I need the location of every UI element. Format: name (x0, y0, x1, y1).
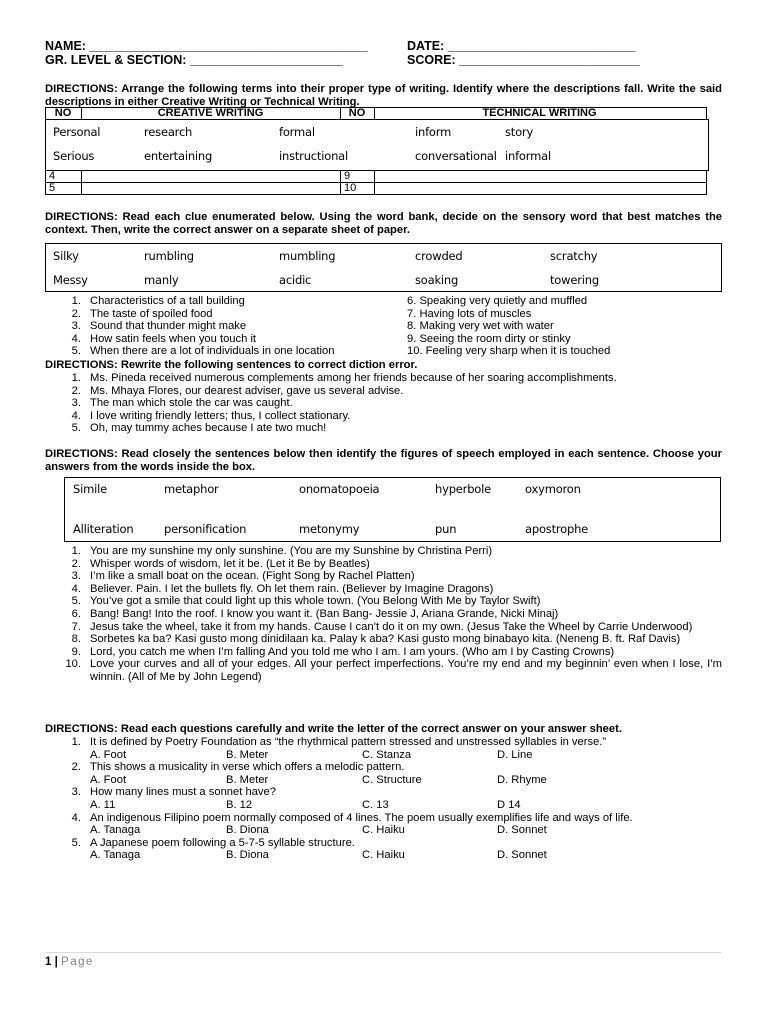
list-item: 3. I’m like a small boat on the ocean. (Fight Song by Rachel Platten) (71, 570, 415, 583)
word-bank-item: Serious (53, 149, 95, 163)
list-item: 1. You are my sunshine my only sunshine. (You are my Sunshine by Christina Perri) (71, 545, 493, 557)
question-text: How many lines must a sonnet have? (90, 786, 276, 799)
list-item: 2. Whisper words of wisdom, let it be. (Let it Be by Beatles) (71, 557, 370, 570)
list-item: 4. How satin feels when you touch it (71, 332, 257, 345)
word-bank-item: inform (415, 125, 452, 139)
multiple-choice-list (45, 736, 725, 862)
question-item: 1. It is defined by Poetry Foundation as “the rhythmical pattern stressed and unstressed syllables in verse.” A. Foot B. Meter C. Stanza D. Line (71, 736, 607, 761)
word-bank-item: metonymy (299, 522, 360, 536)
word-bank-item: research (144, 125, 193, 139)
figures-list (45, 545, 722, 684)
score-label: SCORE: (407, 53, 456, 67)
choice-d[interactable]: D. Sonnet (497, 849, 547, 862)
grade-line: ______________________ (189, 53, 343, 67)
list-item: 4. Believer. Pain. I let the bullets fly. Oh let them rain. (Believer by Imagine Dragons) (71, 582, 494, 595)
col-no-header: NO (54, 107, 72, 119)
section4-directions: DIRECTIONS: Read closely the sentences below then identify the figures of speech employed in each sentence. Choose your answers from the words inside the box. (45, 448, 722, 473)
date-line: ___________________________ (447, 39, 636, 53)
choice-a[interactable]: A. 11 (90, 798, 116, 811)
answer-cell[interactable] (375, 183, 707, 195)
date-label: DATE: (407, 39, 445, 53)
word-bank-item: scratchy (550, 249, 598, 263)
list-item: 3. Sound that thunder might make (71, 320, 247, 333)
choice-c[interactable]: C. Haiku (362, 824, 405, 837)
word-bank-item: personification (164, 522, 247, 536)
choice-c[interactable]: C. 13 (362, 798, 389, 811)
answer-cell[interactable] (375, 171, 707, 183)
list-item: 6. Speaking very quietly and muffled (407, 295, 588, 307)
word-bank-item: formal (279, 125, 315, 139)
figures-word-bank (64, 477, 721, 542)
choice-b[interactable]: B. Meter (226, 748, 269, 761)
row-number: 10 (341, 183, 375, 195)
list-item: 1. Ms. Pineda received numerous complements among her friends because of her soaring accomplishments. (71, 372, 617, 384)
word-bank-item: Messy (53, 273, 88, 287)
word-bank-item: mumbling (279, 249, 336, 263)
choice-d[interactable]: D. Sonnet (497, 824, 547, 837)
choice-d[interactable]: D 14 (497, 798, 521, 811)
choice-b[interactable]: B. 12 (226, 798, 253, 811)
col-technical-header: TECHNICAL WRITING (482, 107, 597, 119)
list-item: 3. The man which stole the car was caught. (71, 397, 293, 410)
section5-directions: DIRECTIONS: Read each questions carefully and write the letter of the correct answer on your answer sheet. (45, 723, 622, 735)
word-bank-item: manly (144, 273, 179, 287)
row-number: 5 (46, 183, 82, 195)
word-bank-item: story (505, 125, 534, 139)
question-item: 5. A Japanese poem following a 5-7-5 syllable structure. A. Tanaga B. Diona C. Haiku D. Sonnet (71, 836, 547, 862)
section1-directions: DIRECTIONS: Arrange the following terms into their proper type of writing. Identify where the descriptions fall. Write the said descriptions in either Creative Writing or Technical Writing. (45, 83, 722, 108)
choice-b[interactable]: B. Diona (226, 849, 269, 862)
col-no2-header: NO (348, 107, 366, 119)
list-item: 7. Jesus take the wheel, take it from my hands. Cause I can’t do it on my own. (Jesus Take the Wheel by Carrie Underwood) (71, 620, 693, 633)
word-bank-item: metaphor (164, 482, 219, 496)
word-bank-item: Silky (53, 249, 79, 263)
question-text: An indigenous Filipino poem normally composed of 4 lines. The poem usually exemplifies life and ways of life. (90, 811, 633, 824)
list-item: 1. Characteristics of a tall building (71, 295, 245, 307)
choice-c[interactable]: C. Haiku (362, 849, 405, 862)
choice-c[interactable]: C. Stanza (362, 748, 412, 761)
choice-b[interactable]: B. Diona (226, 824, 269, 837)
score-line: __________________________ (459, 53, 640, 67)
grade-field (45, 53, 343, 67)
col-creative-header: CREATIVE WRITING (157, 107, 264, 119)
table-row (46, 171, 707, 183)
word-bank-item: crowded (415, 249, 463, 263)
name-field (45, 39, 368, 53)
name-line: ________________________________________ (89, 39, 368, 53)
choice-d[interactable]: D. Rhyme (497, 773, 547, 786)
answer-cell[interactable] (82, 171, 341, 183)
row-number: 4 (46, 171, 82, 183)
list-item: 5. Oh, may tummy aches because I ate two much! (71, 422, 327, 435)
word-bank-item: informal (505, 149, 551, 163)
word-bank-item: instructional (279, 149, 348, 163)
row-number: 9 (341, 171, 375, 183)
sensory-clues-right (407, 295, 727, 358)
word-bank-item: conversational (415, 149, 497, 163)
word-bank-item: Simile (73, 482, 107, 496)
page-word: Page (61, 956, 94, 968)
question-item: 3. How many lines must a sonnet have? A. 11 B. 12 C. 13 D 14 (71, 786, 521, 811)
table-row (46, 183, 707, 195)
word-bank-item: pun (435, 522, 457, 536)
word-bank-item: towering (550, 273, 599, 287)
list-item: 9. Seeing the room dirty or stinky (407, 332, 571, 345)
list-item: 10. Love your curves and all of your edges. All your perfect imperfections. You’re my end and my beginnin’ even when I lose, I’m winnin. (All of Me by John Legend) (65, 658, 722, 683)
question-item: 4. An indigenous Filipino poem normally composed of 4 lines. The poem usually exemplifies life and ways of life. A. Tanaga B. Diona C. Haiku D. Sonnet (71, 811, 633, 837)
choice-d[interactable]: D. Line (497, 748, 533, 761)
word-bank-item: Alliteration (73, 522, 134, 536)
page-separator: | (54, 956, 58, 968)
list-item: 10. Feeling very sharp when it is touched (407, 345, 611, 358)
list-item: 2. Ms. Mhaya Flores, our dearest adviser, gave us several advise. (71, 384, 404, 397)
answer-cell[interactable] (82, 183, 341, 195)
choice-a[interactable]: A. Foot (90, 748, 127, 761)
question-text: It is defined by Poetry Foundation as “the rhythmical pattern stressed and unstressed syllables in verse.” (90, 736, 607, 748)
name-label: NAME: (45, 39, 86, 53)
list-item: 9. Lord, you catch me when I’m falling And you told me who I am. I am yours. (Who am I by Casting Crowns) (71, 645, 615, 658)
word-bank-item: onomatopoeia (299, 482, 380, 496)
word-bank-item: rumbling (144, 249, 194, 263)
word-bank-item: acidic (279, 273, 312, 287)
choice-b[interactable]: B. Meter (226, 773, 269, 786)
grade-label: GR. LEVEL & SECTION: (45, 53, 187, 67)
list-item: 6. Bang! Bang! Into the roof. I know you want it. (Ban Bang- Jessie J, Ariana Grande, Nicki Minaj) (71, 607, 559, 620)
choice-a[interactable]: A. Foot (90, 773, 127, 786)
list-item: 8. Making very wet with water (407, 320, 554, 333)
page-footer (45, 956, 94, 968)
question-text: A Japanese poem following a 5-7-5 syllable structure. (90, 836, 355, 849)
choice-a[interactable]: A. Tanaga (90, 849, 141, 862)
word-bank-item: apostrophe (525, 522, 589, 536)
page-number: 1 (45, 956, 52, 968)
word-bank-item: hyperbole (435, 482, 492, 496)
list-item: 5. When there are a lot of individuals in one location (71, 345, 335, 358)
word-bank-item: entertaining (144, 149, 213, 163)
section2-directions: DIRECTIONS: Read each clue enumerated below. Using the word bank, decide on the sensory word that best matches the context. Then, write the correct answer on a separate sheet of paper. (45, 211, 722, 236)
choice-c[interactable]: C. Structure (362, 773, 422, 786)
score-field (407, 53, 640, 67)
list-item: 2. The taste of spoiled food (71, 307, 213, 320)
date-field (407, 39, 635, 53)
footer-divider (45, 952, 722, 953)
diction-list (45, 372, 725, 435)
list-item: 4. I love writing friendly letters; thus, I collect stationary. (71, 409, 351, 422)
question-item: 2. This shows a musicality in verse which offers a melodic pattern. A. Foot B. Meter C. Structure D. Rhyme (71, 761, 547, 786)
list-item: 5. You’ve got a smile that could light up this whole town. (You Belong With Me by Taylor Swift) (71, 595, 541, 608)
section3-directions: DIRECTIONS: Rewrite the following sentences to correct diction error. (45, 359, 418, 371)
sensory-clues-left (45, 295, 405, 358)
list-item: 8. Sorbetes ka ba? Kasi gusto mong dinidilaan ka. Palay k aba? Kasi gusto mong binabayo kita. (Neneng B. ft. Raf Davis) (71, 633, 681, 646)
list-item: 7. Having lots of muscles (407, 307, 532, 320)
choice-a[interactable]: A. Tanaga (90, 824, 141, 837)
word-bank-item: Personal (53, 125, 101, 139)
writing-table-rows (45, 170, 707, 195)
word-bank-item: soaking (415, 273, 459, 287)
word-bank-item: oxymoron (525, 482, 581, 496)
question-text: This shows a musicality in verse which offers a melodic pattern. (90, 761, 405, 774)
